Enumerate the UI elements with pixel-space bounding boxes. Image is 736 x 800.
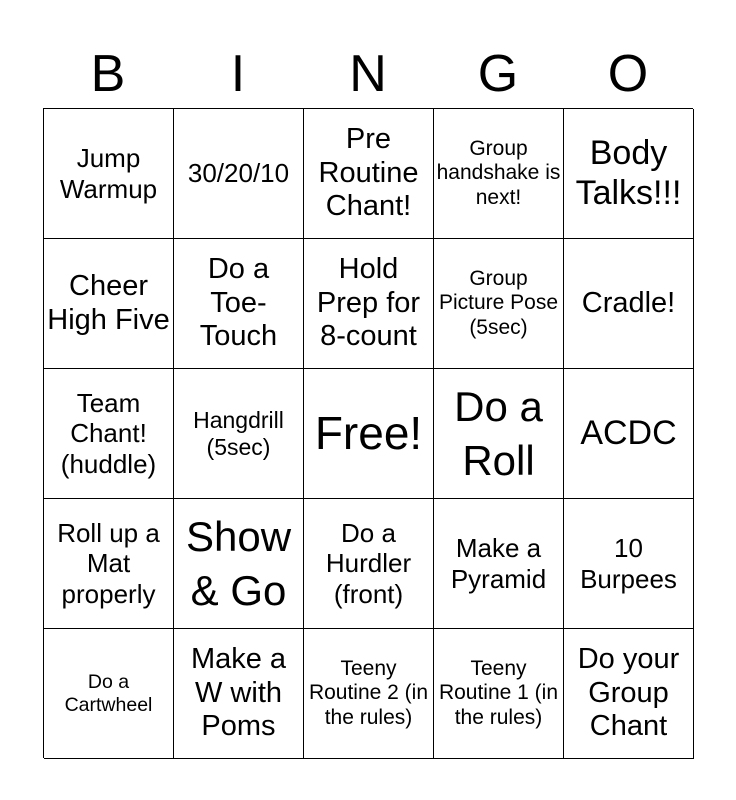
free-space-text: Free! xyxy=(314,407,423,460)
bingo-cell[interactable] xyxy=(564,369,694,499)
cell-text: Body Talks!!! xyxy=(575,134,682,212)
cell-text: Make a W with Poms xyxy=(190,643,287,743)
bingo-header xyxy=(43,40,693,108)
cell-text: Cheer High Five xyxy=(47,269,170,336)
cell-text: Do a Cartwheel xyxy=(64,670,153,716)
cell-text: Do your Group Chant xyxy=(577,643,680,743)
bingo-cell[interactable] xyxy=(174,369,304,499)
bingo-cell[interactable] xyxy=(434,629,564,759)
header-letter-b: B xyxy=(90,45,126,103)
bingo-cell[interactable] xyxy=(564,499,694,629)
cell-text: Pre Routine Chant! xyxy=(318,123,419,223)
cell-text: Hold Prep for 8-count xyxy=(316,253,421,353)
bingo-cell[interactable] xyxy=(434,239,564,369)
bingo-cell[interactable] xyxy=(304,109,434,239)
cell-text: Teeny Routine 1 (in the rules) xyxy=(438,656,559,729)
cell-text: Cradle! xyxy=(581,286,676,319)
cell-text: ACDC xyxy=(580,413,677,452)
bingo-cell[interactable] xyxy=(44,239,174,369)
bingo-cell[interactable] xyxy=(44,369,174,499)
bingo-cell[interactable] xyxy=(564,109,694,239)
cell-text: Teeny Routine 2 (in the rules) xyxy=(308,656,429,729)
cell-text: Make a Pyramid xyxy=(450,533,547,594)
bingo-cell[interactable] xyxy=(304,499,434,629)
bingo-cell[interactable] xyxy=(434,109,564,239)
cell-text: Do a Toe-Touch xyxy=(199,253,278,353)
cell-text: Hangdrill (5sec) xyxy=(193,406,284,460)
cell-text: Group Picture Pose (5sec) xyxy=(438,266,559,339)
cell-text: Do a Roll xyxy=(454,382,543,484)
bingo-cell[interactable] xyxy=(44,499,174,629)
bingo-cell[interactable] xyxy=(174,239,304,369)
bingo-cell[interactable] xyxy=(44,109,174,239)
bingo-cell[interactable] xyxy=(564,239,694,369)
bingo-cell[interactable] xyxy=(304,629,434,759)
bingo-cell[interactable] xyxy=(434,369,564,499)
cell-text: Team Chant! (huddle) xyxy=(60,388,157,479)
cell-text: Group handshake is next! xyxy=(436,136,561,209)
cell-text: Do a Hurdler (front) xyxy=(325,518,412,609)
bingo-cell[interactable] xyxy=(174,109,304,239)
bingo-cell[interactable] xyxy=(304,239,434,369)
bingo-cell[interactable] xyxy=(564,629,694,759)
header-letter-g: G xyxy=(477,45,519,103)
bingo-cell[interactable] xyxy=(174,629,304,759)
bingo-cell[interactable] xyxy=(434,499,564,629)
free-space-cell[interactable] xyxy=(304,369,434,499)
bingo-cell[interactable] xyxy=(174,499,304,629)
header-letter-n: N xyxy=(349,45,387,103)
header-letter-o: O xyxy=(607,45,649,103)
header-letter-i: I xyxy=(230,45,246,103)
cell-text: 30/20/10 xyxy=(187,158,290,189)
cell-text: Jump Warmup xyxy=(59,143,158,204)
cell-text: 10 Burpees xyxy=(580,533,677,594)
bingo-grid xyxy=(43,108,693,758)
cell-text: Roll up a Mat properly xyxy=(57,518,160,609)
cell-text: Show & Go xyxy=(185,512,292,614)
bingo-cell[interactable] xyxy=(44,629,174,759)
